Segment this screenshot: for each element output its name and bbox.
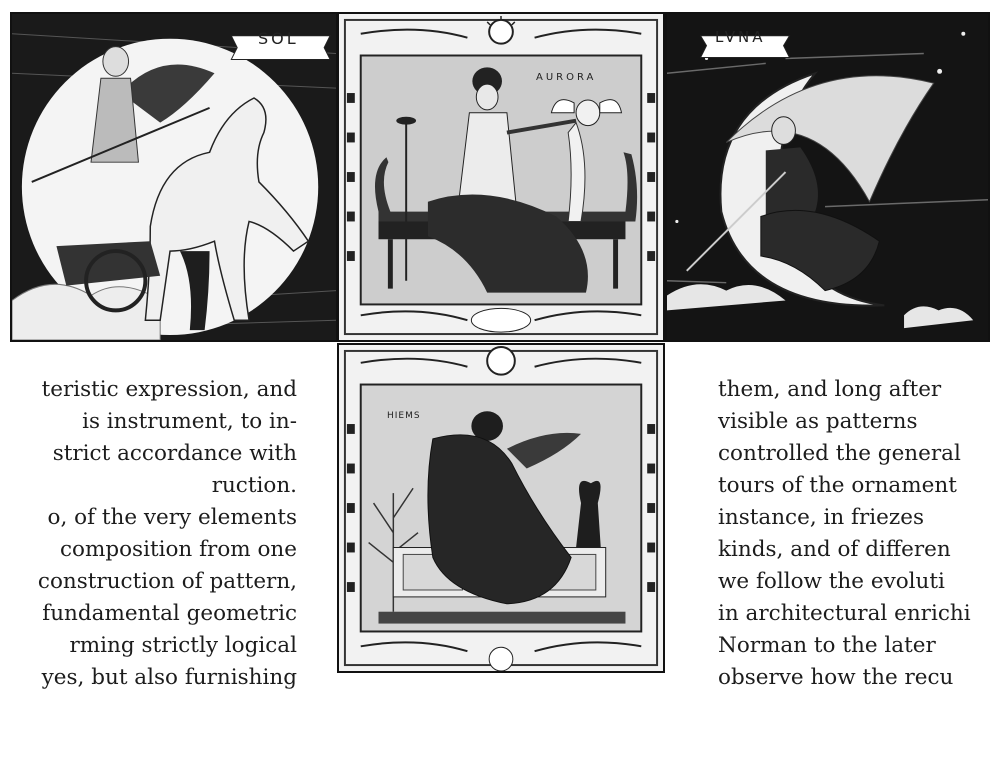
text-line: kinds, and of differen — [718, 537, 951, 562]
luna-label: LVNA — [715, 28, 766, 46]
aurora-artwork — [339, 14, 663, 340]
luna-artwork — [667, 14, 988, 340]
aurora-illustration — [337, 12, 665, 342]
text-line: is instrument, to in- — [82, 409, 297, 434]
text-line: yes, but also furnishing — [41, 665, 297, 690]
text-line: controlled the general — [718, 441, 961, 466]
text-line: ruction. — [211, 473, 297, 498]
left-text-column — [38, 374, 297, 694]
text-line: instance, in friezes — [718, 505, 924, 530]
text-line: tours of the ornament — [718, 473, 957, 498]
text-line: strict accordance with — [52, 441, 297, 466]
aurora-label: AURORA — [536, 72, 597, 83]
text-line: visible as patterns — [718, 409, 918, 434]
text-line: Norman to the later — [718, 633, 936, 658]
sol-label: SOL — [258, 29, 299, 48]
hiems-artwork — [339, 345, 663, 671]
text-line: we follow the evoluti — [718, 569, 945, 594]
text-line: composition from one — [59, 537, 297, 562]
text-line: construction of pattern, — [37, 569, 297, 594]
text-line: them, and long after — [718, 377, 942, 402]
text-line: observe how the recu — [718, 665, 954, 690]
text-line: rming strictly logical — [69, 633, 297, 658]
text-line: o, of the very elements — [47, 505, 297, 530]
text-line: in architectural enrichi — [718, 601, 971, 626]
luna-illustration — [665, 12, 990, 342]
hiems-illustration — [337, 343, 665, 673]
right-text-column — [718, 374, 971, 694]
text-line: fundamental geometric — [42, 601, 297, 626]
sol-illustration — [10, 12, 338, 342]
hiems-label: HIEMS — [387, 411, 421, 421]
sol-artwork — [12, 14, 336, 340]
text-line: teristic expression, and — [41, 377, 297, 402]
